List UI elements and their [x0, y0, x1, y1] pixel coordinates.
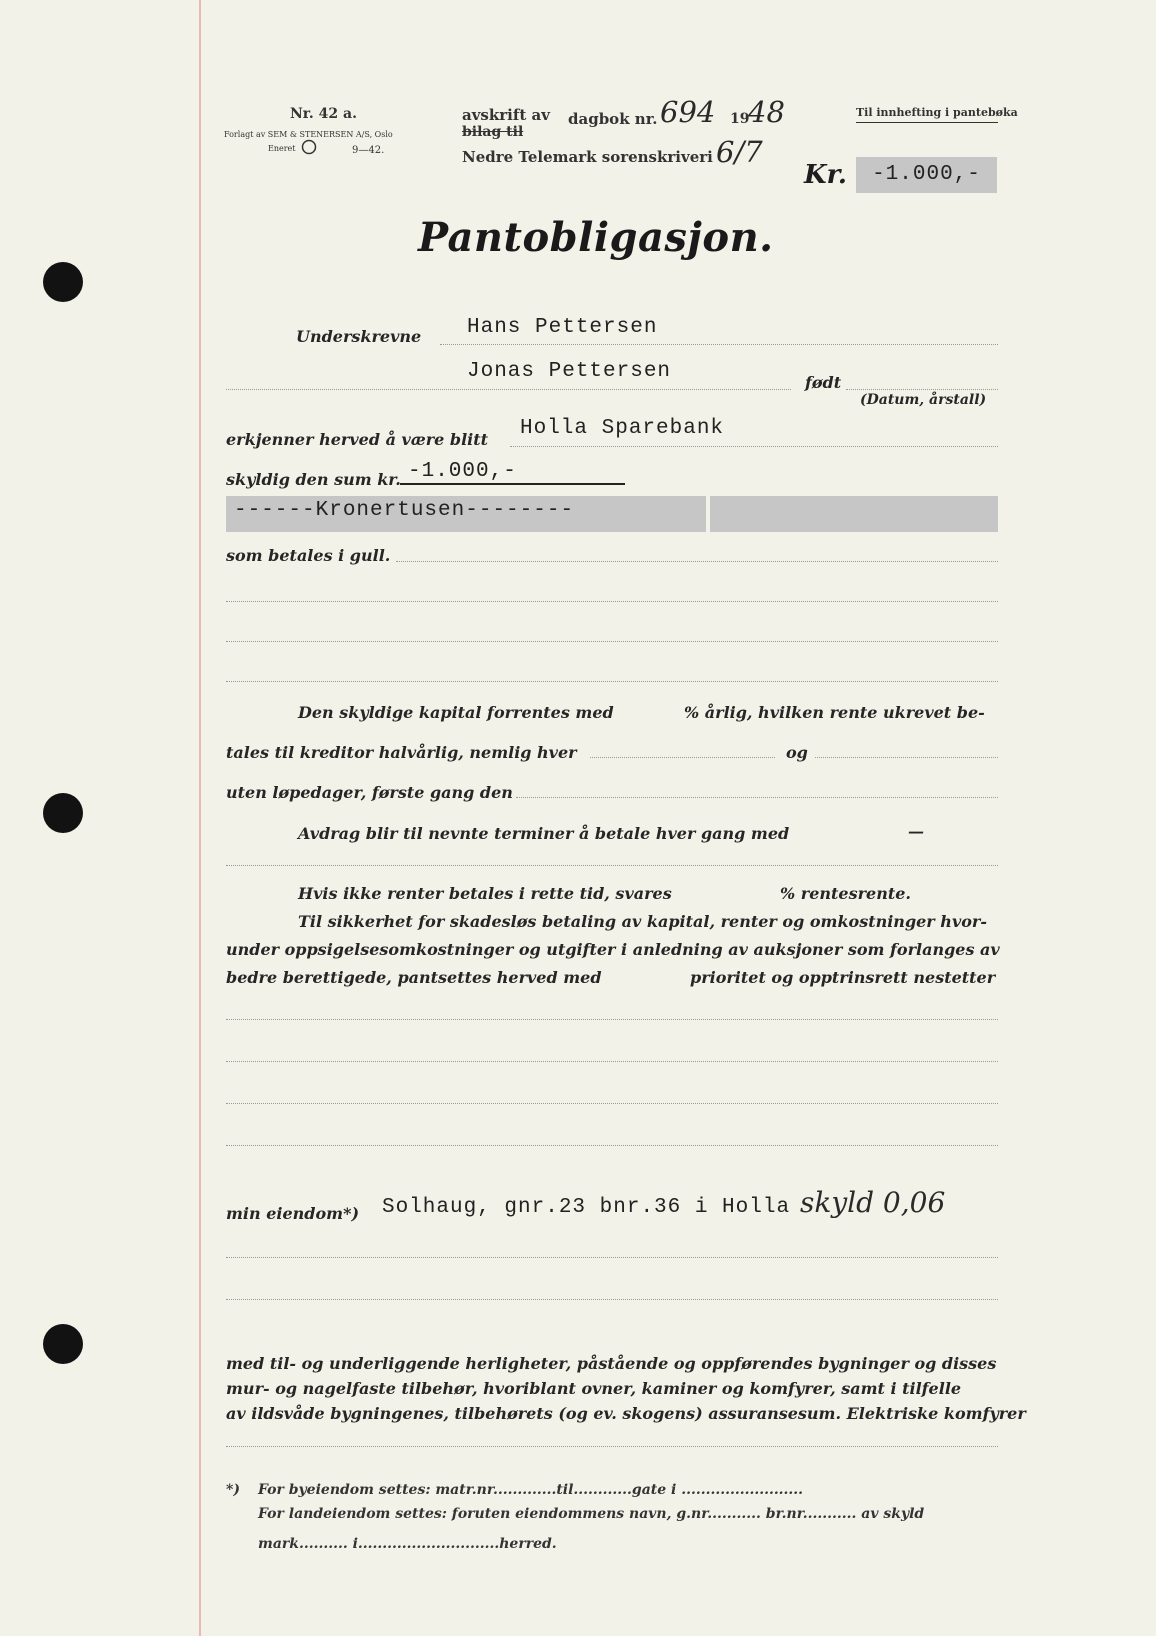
court-stamp: Nedre Telemark sorenskriveri — [462, 148, 713, 166]
publisher-logo — [301, 139, 317, 155]
late-interest-suffix: % rentesrente. — [780, 884, 911, 903]
kr-label: Kr. — [804, 160, 847, 190]
fill-line — [226, 1446, 998, 1447]
year-handwritten: 48 — [748, 95, 785, 129]
installments-dash: — — [908, 822, 924, 841]
debtor-name-2: Jonas Pettersen — [467, 360, 672, 383]
without-days-line: uten løpedager, første gang den — [226, 783, 513, 802]
fill-line — [226, 1299, 998, 1300]
fill-line — [226, 1103, 998, 1104]
punch-hole — [43, 793, 83, 833]
property-value: Solhaug, gnr.23 bnr.36 i Holla — [382, 1196, 791, 1219]
late-interest-line: Hvis ikke renter betales i rette tid, svares — [298, 884, 672, 903]
appurtenances-line-1: med til- og underliggende herligheter, påstående og oppførendes bygninger og disses — [226, 1354, 997, 1373]
dagbok-label: dagbok nr. — [568, 110, 658, 128]
interest-line: Den skyldige kapital forrentes med — [298, 703, 614, 722]
security-line-3b: prioritet og opptrinsrett nestetter — [690, 968, 996, 987]
fill-line — [440, 344, 998, 345]
year-prefix: 19 — [730, 111, 750, 127]
fill-line — [815, 757, 998, 758]
fill-line — [226, 681, 998, 682]
fill-line — [846, 389, 998, 390]
fill-line — [226, 1257, 998, 1258]
form-date: 9—42. — [352, 145, 385, 156]
security-line-1: Til sikkerhet for skadesløs betaling av kapital, renter og omkostninger hvor- — [298, 912, 987, 931]
security-line-3a: bedre berettigede, pantsettes herved med — [226, 968, 602, 987]
fill-line — [226, 865, 998, 866]
sum-label: skyldig den sum kr. — [226, 470, 401, 489]
fill-line — [226, 601, 998, 602]
paid-line: tales til kreditor halvårlig, nemlig hver — [226, 743, 577, 762]
dagbok-number: 694 — [660, 95, 716, 129]
attachment-label: bilag til — [462, 124, 524, 140]
court-date: 6/7 — [716, 135, 763, 169]
interest-suffix: % årlig, hvilken rente ukrevet be- — [684, 703, 985, 722]
punch-hole — [43, 1324, 83, 1364]
payable-label: som betales i gull. — [226, 546, 391, 565]
debtor-name-1: Hans Pettersen — [467, 316, 658, 339]
installments-line: Avdrag blir til nevnte terminer å betale hver gang med — [298, 824, 790, 843]
sum-underline — [400, 483, 625, 485]
document-title: Pantobligasjon. — [418, 214, 774, 261]
fill-line — [226, 389, 791, 390]
footnote-line-1: For byeiendom settes: matr.nr.............til............gate i ......................... — [258, 1482, 804, 1498]
footnote-line-3: mark.......... i.............................herred. — [258, 1536, 557, 1552]
fill-line — [590, 757, 775, 758]
fill-line — [226, 1145, 998, 1146]
publisher: Forlagt av SEM & STENERSEN A/S, Oslo — [224, 130, 393, 139]
security-line-2: under oppsigelsesomkostninger og utgifter i anledning av auksjoner som forlanges av — [226, 940, 1000, 959]
fill-line — [396, 561, 998, 562]
property-label: min eiendom*) — [226, 1204, 360, 1223]
form-number: Nr. 42 a. — [290, 106, 357, 122]
sum-words: ------Kronertusen-------- — [234, 499, 575, 522]
fill-line — [516, 797, 998, 798]
born-label: født — [805, 373, 842, 392]
fill-line — [226, 1019, 998, 1020]
attach-note: Til innhefting i pantebøka — [856, 106, 1018, 119]
exclusive-label: Eneret — [268, 144, 296, 153]
sum-value: -1.000,- — [408, 460, 517, 483]
amount-box: -1.000,- — [856, 157, 997, 193]
acknowledge-label: erkjenner herved å være blitt — [226, 430, 489, 449]
fill-line — [226, 1061, 998, 1062]
margin-line — [199, 0, 201, 1636]
appurtenances-line-2: mur- og nagelfaste tilbehør, hvoriblant ovner, kaminer og komfyrer, samt i tilfelle — [226, 1379, 962, 1398]
undersigned-label: Underskrevne — [296, 327, 422, 346]
born-hint: (Datum, årstall) — [860, 392, 987, 408]
creditor-name: Holla Sparebank — [520, 417, 725, 440]
punch-hole — [43, 262, 83, 302]
fill-line — [226, 641, 998, 642]
property-hand-note: skyld 0,06 — [800, 1186, 946, 1219]
appurtenances-line-3: av ildsvåde bygningenes, tilbehørets (og ev. skogens) assuransesum. Elektriske komfyrer — [226, 1404, 1026, 1423]
footnote-line-2: For landeiendom settes: foruten eiendommens navn, g.nr........... br.nr........... av skyld — [258, 1506, 925, 1522]
sum-words-box-2 — [710, 496, 998, 532]
og-label: og — [786, 743, 808, 762]
footnote-star: *) — [226, 1482, 240, 1498]
copy-of-label: avskrift av — [462, 106, 550, 124]
attach-note-underline — [856, 122, 998, 123]
fill-line — [510, 446, 998, 447]
